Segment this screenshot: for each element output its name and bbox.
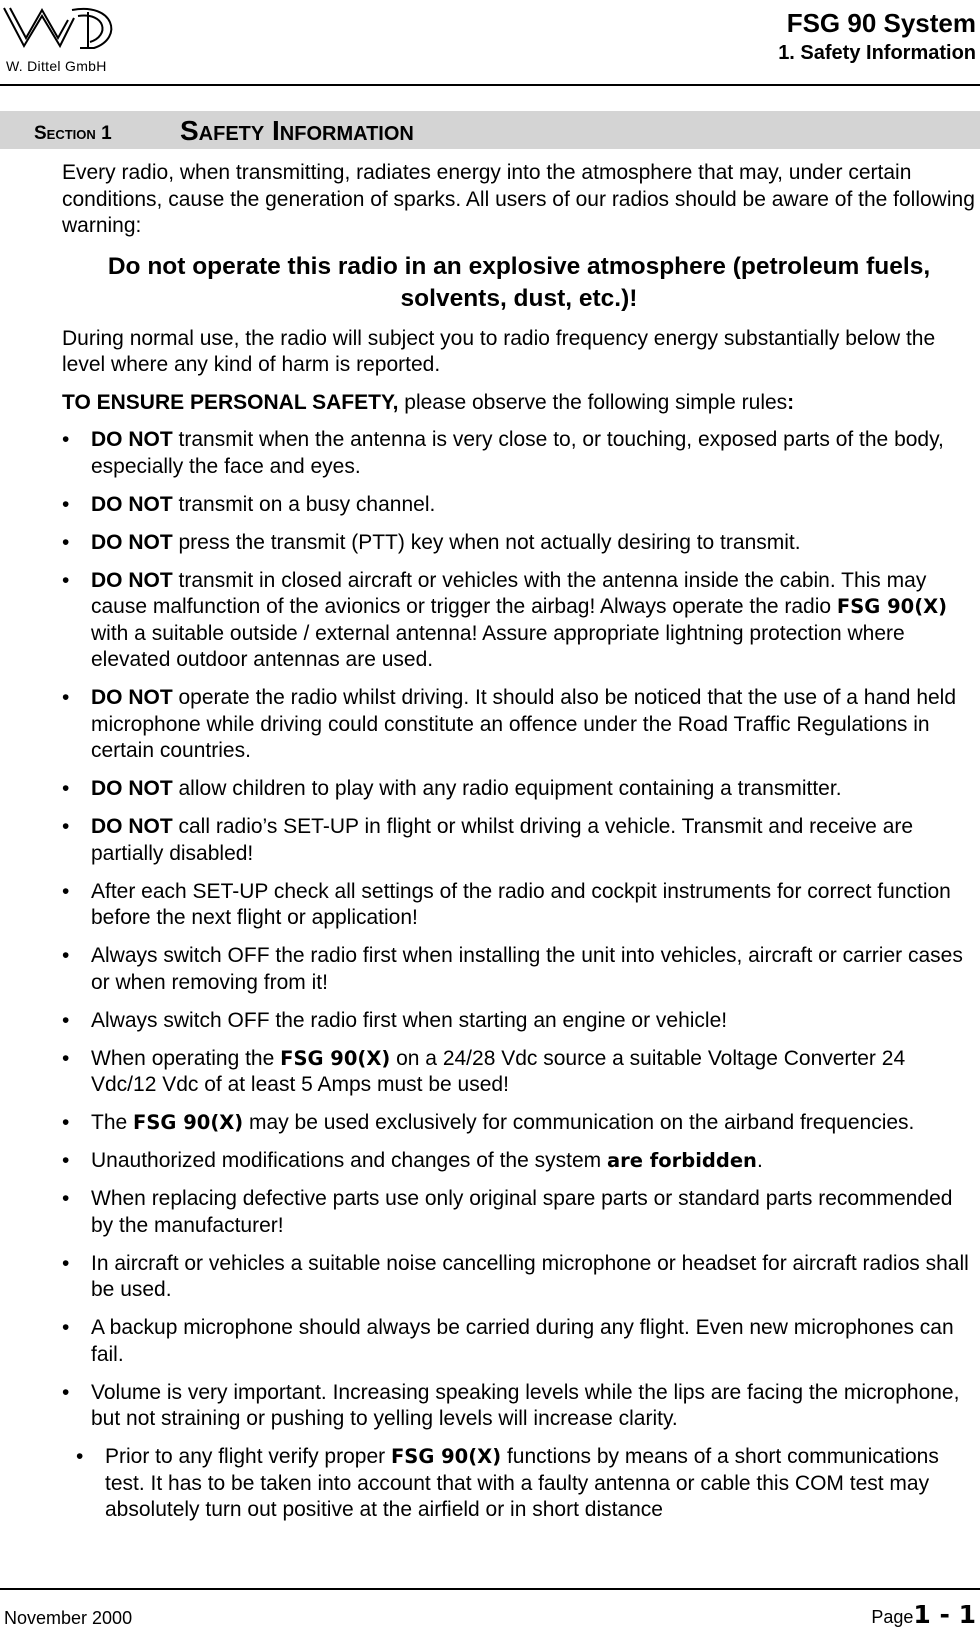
list-item (62, 685, 976, 765)
rule-text: transmit in closed aircraft or vehicles with the antenna inside the cabin. This may cause malfunction of the avionics or trigger the airbag! Always operate the radio (91, 568, 927, 618)
section-title: Safety Information (180, 115, 414, 146)
rule-text: Always switch OFF the radio first when installing the unit into vehicles, aircraft or carrier cases or when removing from it! (91, 944, 963, 994)
list-item (62, 814, 976, 867)
rules-intro (62, 390, 976, 417)
footer-date: November 2000 (4, 1608, 133, 1628)
list-item (62, 1251, 976, 1304)
list-item (62, 1110, 976, 1137)
list-item (76, 1444, 976, 1524)
rule-text: with a suitable outside / external antenna! Assure appropriate lightning protection where elevated outdoor antennas are used. (91, 621, 905, 671)
footer-page (871, 1600, 976, 1629)
product-name: FSG 90(X) (280, 1046, 391, 1070)
list-item (62, 943, 976, 996)
list-item (62, 1380, 976, 1433)
rule-text: transmit when the antenna is very close to, or touching, exposed parts of the body, especially the face and eyes. (91, 428, 944, 478)
rules-intro-colon: : (787, 390, 795, 414)
rule-text: When replacing defective parts use only original spare parts or standard parts recommended by the manufacturer! (91, 1187, 953, 1237)
list-item (62, 1008, 976, 1035)
list-item (62, 1148, 976, 1175)
normal-use-paragraph: During normal use, the radio will subject you to radio frequency energy substantially below the level where any kind of harm is reported. (62, 326, 936, 376)
rule-text: When operating the (91, 1046, 281, 1070)
rule-text: functions by means of a short communications test. It has to be taken into account that with a faulty antenna or cable this COM test may absolutely turn out positive at the airfield or in short distance (105, 1445, 939, 1521)
list-item (62, 1315, 976, 1368)
document-title: FSG 90 System (786, 8, 976, 38)
rule-lead: DO NOT (91, 530, 173, 554)
list-item (62, 1046, 976, 1099)
rule-text: After each SET-UP check all settings of the radio and cockpit instruments for correct function before the next flight or application! (91, 879, 951, 929)
rule-text: Unauthorized modifications and changes of the system (91, 1149, 607, 1172)
product-name: FSG 90(X) (836, 595, 948, 618)
intro-paragraph: Every radio, when transmitting, radiates energy into the atmosphere that may, under certain conditions, cause the generation of sparks. All users of our radios should be aware of the following warning: (62, 161, 975, 237)
rule-lead: DO NOT (91, 568, 173, 592)
wd-logo-mark (2, 2, 122, 62)
rule-text: call radio’s SET-UP in flight or whilst driving a vehicle. Transmit and receive are partially disabled! (91, 815, 914, 865)
explosive-atmosphere-warning: Do not operate this radio in an explosive atmosphere (petroleum fuels, solvents, dust, etc.)! (107, 252, 931, 312)
list-item (62, 776, 976, 803)
rules-intro-lead: TO ENSURE PERSONAL SAFETY, (62, 390, 399, 414)
section-heading-bar (0, 111, 980, 149)
product-name: FSG 90(X) (133, 1111, 244, 1134)
rule-text: may be used exclusively for communication on the airband frequencies. (243, 1111, 915, 1134)
rule-text: The (91, 1111, 134, 1134)
rule-text: operate the radio whilst driving. It should also be noticed that the use of a hand held microphone while driving could constitute an offence under the Road Traffic Regulations in certain countries. (91, 686, 957, 762)
rule-text: Volume is very important. Increasing speaking levels while the lips are facing the microphone, but not straining or pushing to yelling levels will increase clarity. (91, 1380, 960, 1430)
list-item (62, 530, 976, 557)
rule-lead: DO NOT (91, 777, 173, 800)
product-name: FSG 90(X) (390, 1445, 502, 1468)
rule-text: press the transmit (PTT) key when not actually desiring to transmit. (172, 530, 801, 554)
rule-text: allow children to play with any radio equipment containing a transmitter. (172, 777, 842, 800)
rule-text: A backup microphone should always be carried during any flight. Even new microphones can fail. (91, 1316, 954, 1366)
page-body (62, 160, 976, 1535)
company-logo (2, 2, 122, 78)
list-item (62, 568, 976, 674)
header-divider (0, 84, 980, 86)
rule-text: on a 24/28 Vdc source a suitable Voltage Converter 24 Vdc/12 Vdc of at least 5 Amps must be used! (91, 1046, 906, 1096)
forbidden-emphasis: are forbidden (606, 1149, 757, 1172)
rule-text: Always switch OFF the radio first when starting an engine or vehicle! (91, 1008, 728, 1032)
list-item (62, 1186, 976, 1239)
list-item (62, 492, 976, 519)
rule-lead: DO NOT (91, 815, 173, 838)
rule-text: . (756, 1149, 763, 1172)
safety-rules-list (62, 427, 976, 1524)
page-number: 1 - 1 (913, 1600, 976, 1629)
list-item (62, 879, 976, 932)
rule-text: In aircraft or vehicles a suitable noise cancelling microphone or headset for aircraft radios shall be used. (91, 1251, 969, 1301)
page-label: Page (871, 1607, 914, 1627)
footer-divider (0, 1588, 980, 1590)
rule-lead: DO NOT (91, 428, 173, 451)
document-subtitle: 1. Safety Information (778, 42, 976, 64)
rule-lead: DO NOT (91, 492, 173, 516)
page-header (0, 0, 980, 86)
section-number: Section 1 (34, 123, 112, 144)
logo-caption: W. Dittel GmbH (6, 58, 107, 74)
rule-text: Prior to any flight verify proper (105, 1445, 391, 1468)
rules-intro-text: please observe the following simple rules (398, 390, 788, 414)
list-item (62, 427, 976, 480)
rule-text: transmit on a busy channel. (172, 492, 436, 516)
rule-lead: DO NOT (91, 686, 173, 709)
